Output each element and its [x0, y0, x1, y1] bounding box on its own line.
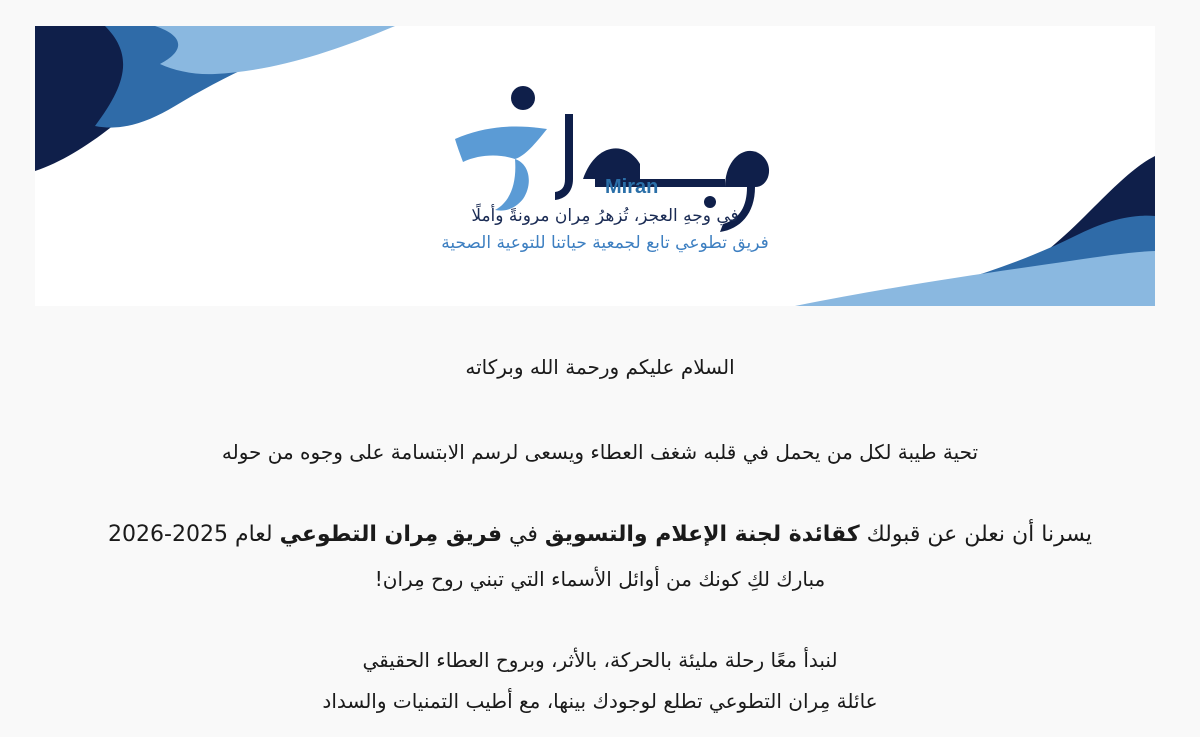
- banner-subtitle: فريق تطوعي تابع لجمعية حياتنا للتوعية الصحية: [441, 233, 769, 253]
- announce-pre: يسرنا أن نعلن عن قبولك: [859, 522, 1092, 547]
- journey-line: لنبدأ معًا رحلة مليئة بالحركة، بالأثر، وبروح العطاء الحقيقي: [362, 648, 838, 672]
- greeting-line: السلام عليكم ورحمة الله وبركاته: [465, 355, 735, 379]
- wave-top-left-light: [155, 26, 395, 74]
- announce-mid: في: [502, 522, 545, 547]
- wave-bottom-right-light: [795, 251, 1155, 306]
- intro-line: تحية طيبة لكل من يحمل في قلبه شغف العطاء ويسعى لرسم الابتسامة على وجوه من حوله: [221, 440, 979, 464]
- closing-line: عائلة مِران التطوعي تطلع لوجودك بينها، مع أطيب التمنيات والسداد: [322, 689, 878, 713]
- announce-post: لعام 2025-2026: [108, 522, 280, 547]
- header-banner: [35, 26, 1155, 306]
- announce-team: فريق مِران التطوعي: [279, 522, 503, 547]
- congrats-line: مبارك لكِ كونك من أوائل الأسماء التي تبني روح مِران!: [374, 567, 826, 591]
- banner-tagline: في وجهِ العجز، تُزهرُ مِران مرونةً وأملًا: [471, 206, 739, 226]
- logo-latin-text: Miran: [605, 176, 659, 198]
- announcement-line: [40, 522, 1160, 547]
- announce-role: كقائدة لجنة الإعلام والتسويق: [544, 522, 860, 547]
